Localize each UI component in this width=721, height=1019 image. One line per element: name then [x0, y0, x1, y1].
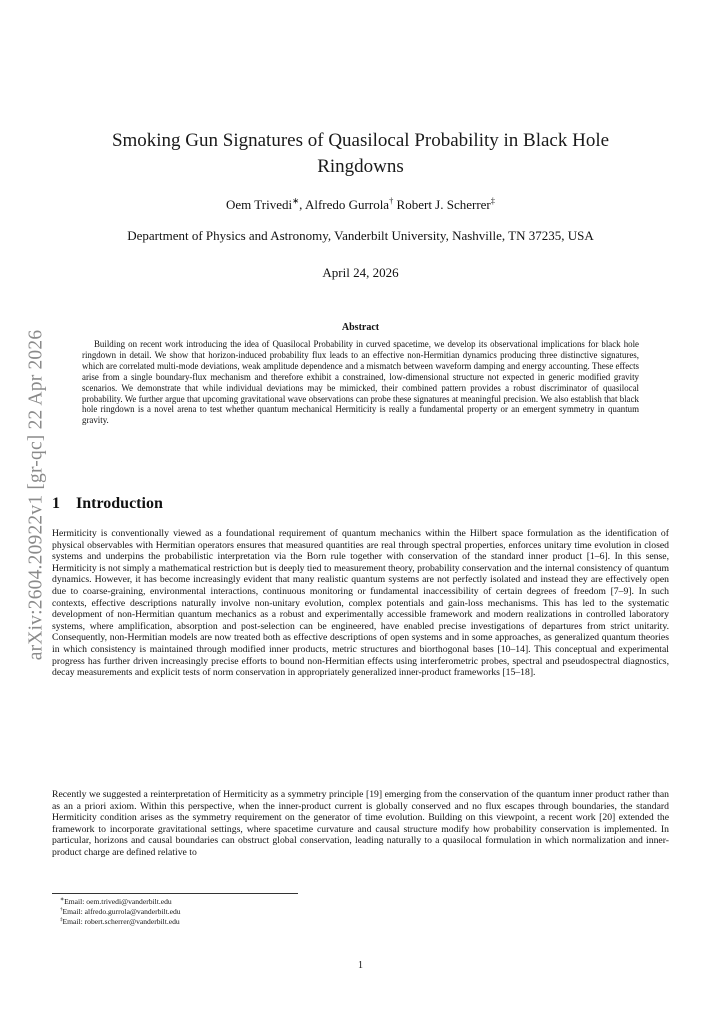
section-heading — [52, 495, 163, 513]
publication-date: April 24, 2026 — [322, 265, 399, 280]
section-title: Introduction — [76, 495, 163, 512]
author-name: Robert J. Scherrer — [396, 197, 491, 212]
footnote-mark: † — [60, 907, 63, 913]
footnote — [60, 897, 181, 907]
abstract-heading: Abstract — [341, 322, 380, 333]
abstract-body: Building on recent work introducing the idea of Quasilocal Probability in curved spacetime, we develop its observational implications for black hole ringdown in detail. We show that horizon-induced probability flux leads to an effective non-Hermitian dynamics producing three distinctive signatures, which are correlated multi-mode deviations, weak amplitude dependence and a mismatch between waveform damping and energy accounting. These effects arise from a single boundary-flux mechanism and therefore exhibit a constrained, low-dimensional structure not expected in generic modified gravity scenarios. We demonstrate that while individual deviations may be mimicked, their combined pattern provides a robust discriminator of quasilocal probability. We further argue that upcoming gravitational wave observations can probe these signatures at meaningful precision. We also establish that black hole ringdown is a novel arena to test whether quantum mechanical Hermiticity is really a fundamental property or an emergent symmetry in quantum gravity. — [82, 339, 639, 426]
affiliation: Department of Physics and Astronomy, Vanderbilt University, Nashville, TN 37235, USA — [127, 228, 594, 243]
footnotes — [60, 897, 181, 927]
footnote — [60, 917, 181, 927]
footnote-mark: ‡ — [60, 917, 63, 923]
author-name: Oem Trivedi — [226, 197, 293, 212]
footnote-divider — [52, 893, 298, 894]
footnote-email[interactable]: Email: alfredo.gurrola@vanderbilt.edu — [62, 907, 181, 916]
author-footnote-mark[interactable]: † — [389, 195, 394, 206]
footnote-mark: ∗ — [60, 897, 65, 903]
author-list — [70, 197, 651, 213]
author-footnote-mark[interactable]: ‡ — [490, 195, 495, 206]
footnote — [60, 907, 181, 917]
paper-title: Smoking Gun Signatures of Quasilocal Probability in Black Hole Ringdowns — [111, 130, 610, 177]
author-footnote-mark[interactable]: ∗ — [292, 195, 300, 206]
author-name: Alfredo Gurrola — [304, 197, 390, 212]
body-paragraph: Hermiticity is conventionally viewed as a foundational requirement of quantum mechanics within the Hilbert space formulation as the identification of physical observables with Hermitian operators ensures that measured quantities are real through spectral properties, enforces unitary time evolution in closed systems and underpins the probabilistic interpretation via the Born rule together with conservation of the standard inner product [1–6]. In this sense, Hermiticity is not simply a mathematical restriction but is deeply tied to measurement theory, probability conservation and the internal consistency of quantum dynamics. However, it has become increasingly evident that many realistic quantum systems are not perfectly isolated and instead they are effectively open due to coarse-graining, environmental interactions, continuous monitoring or fundamental inaccessibility of certain degrees of freedom [7–9]. In such contexts, effective descriptions naturally involve non-unitary evolution, complex potentials and gain-loss mechanisms. This has led to the systematic development of non-Hermitian quantum mechanics as a robust and experimentally accessible framework and modern realizations in controlled laboratory systems, where amplification, absorption and post-selection can be engineered, have enabled precise investigations of departures from strict unitarity. Consequently, non-Hermitian models are now treated both as effective descriptions of open systems and in some approaches, as generalized quantum theories in which consistency is maintained through modified inner products, metric structures and biorthogonal bases [10–14]. This conceptual and experimental progress has further driven increasingly precise efforts to bound non-Hermitian effects using interferometric probes, spectral and pseudospectral diagnostics, decay measurements and explicit tests of norm conservation in appropriately generalized inner-product frameworks [15–18]. — [52, 528, 669, 679]
section-number: 1 — [52, 495, 60, 512]
author-separator: , — [299, 197, 305, 212]
page-number: 1 — [358, 960, 363, 971]
footnote-email[interactable]: Email: oem.trivedi@vanderbilt.edu — [64, 897, 172, 906]
arxiv-stamp-text: arXiv:2604.20922v1 [gr-qc] 22 Apr 2026 — [25, 329, 46, 661]
footnote-email[interactable]: Email: robert.scherrer@vanderbilt.edu — [62, 917, 180, 926]
body-paragraph: Recently we suggested a reinterpretation of Hermiticity as a symmetry principle [19] emerging from the conservation of the quantum inner product rather than as an a priori axiom. Within this perspective, when the inner-product current is globally conserved and no flux escapes through boundaries, the standard Hermiticity condition arises as the symmetry requirement on the generator of time evolution. Building on this viewpoint, a recent work [20] extended the framework to incorporate gravitational settings, where spacetime curvature and causal structure modify how probability conservation is implemented. In particular, horizons and causal boundaries can obstruct global conservation, leading naturally to a quasilocal formulation in which normalization and inner-product charge are defined relative to — [52, 789, 669, 858]
